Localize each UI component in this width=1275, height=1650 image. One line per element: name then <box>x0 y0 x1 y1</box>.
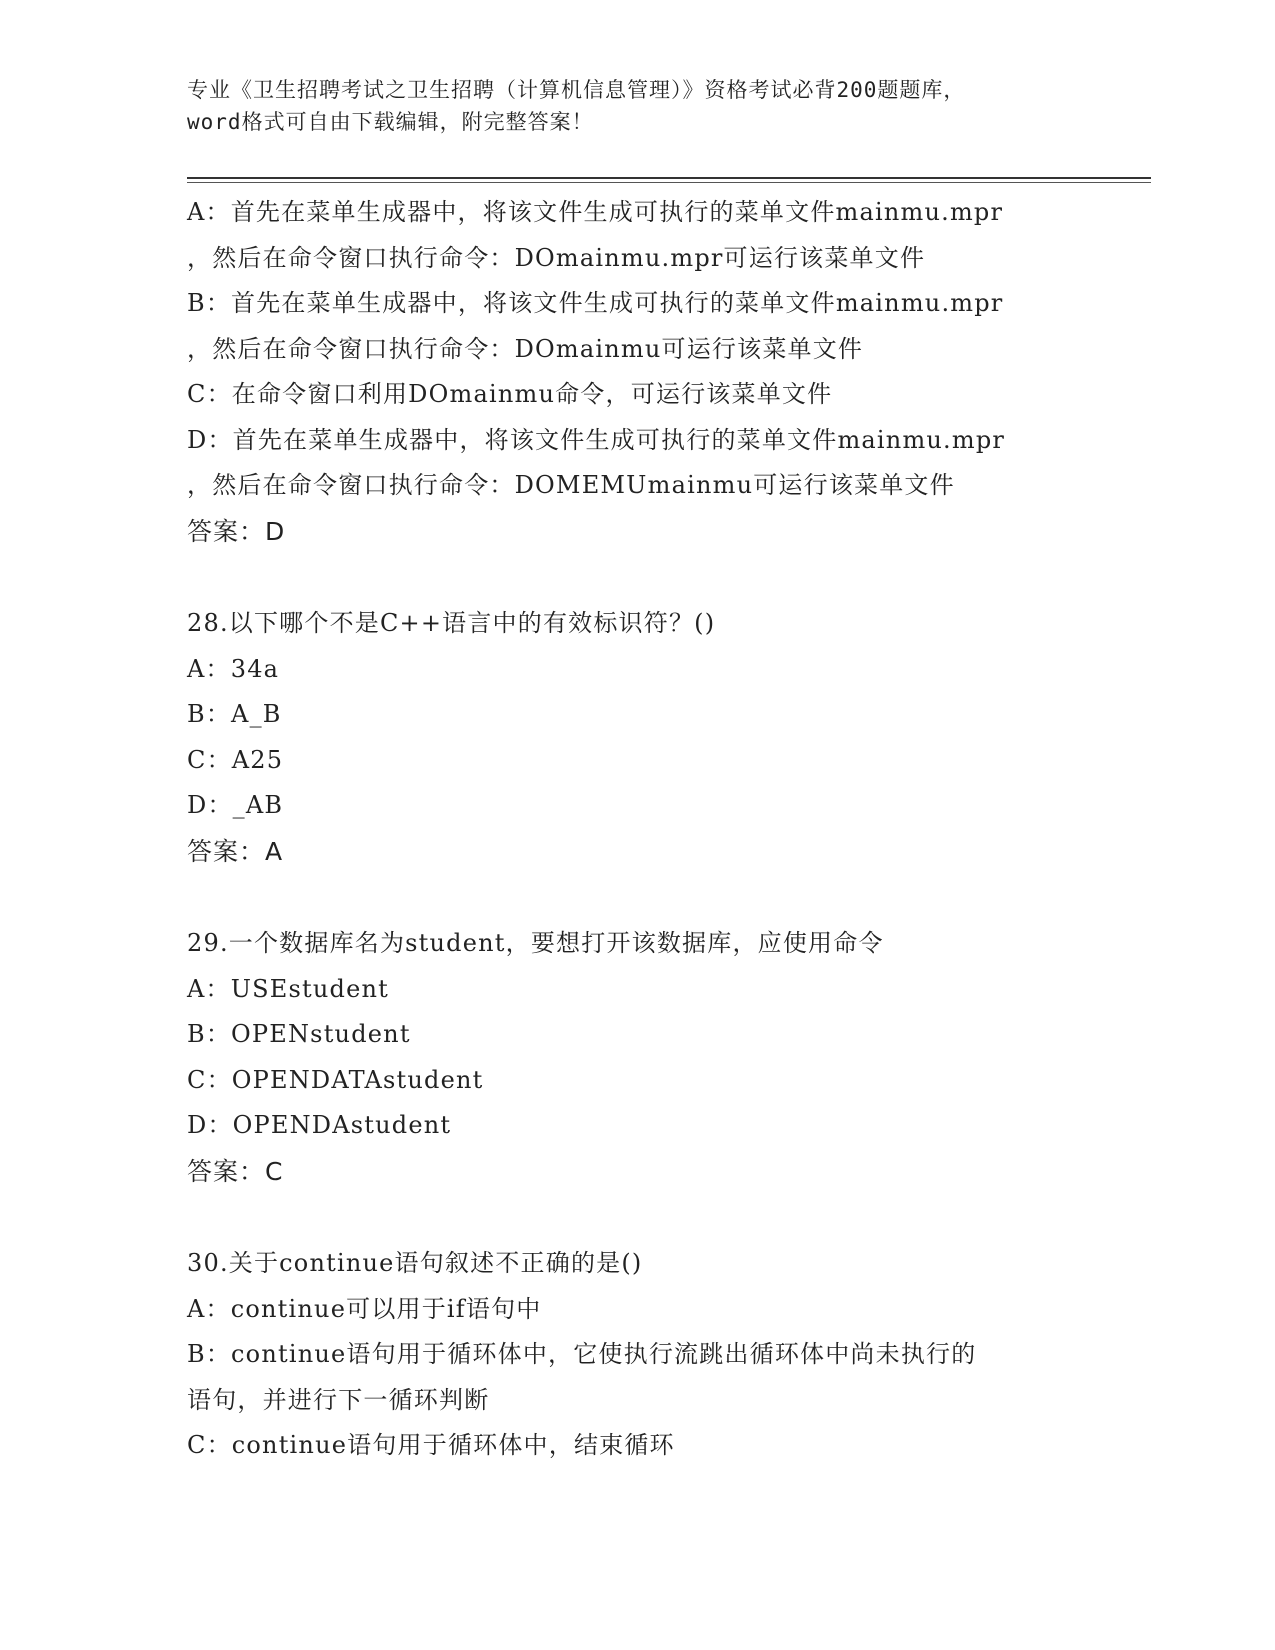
spacer <box>187 874 1087 921</box>
option-c: C：OPENDATAstudent <box>187 1065 484 1094</box>
document-body <box>187 190 1087 1469</box>
option-c: C：continue语句用于循环体中，结束循环 <box>187 1431 675 1459</box>
header-divider-thick <box>187 177 1151 179</box>
option-b: B：OPENstudent <box>187 1020 411 1048</box>
answer-line: 答案：D <box>187 516 286 546</box>
option-b-line-1: B：首先在菜单生成器中，将该文件生成可执行的菜单文件mainmu.mpr <box>187 289 1004 317</box>
question-30-block <box>187 1241 1087 1469</box>
answer-line: 答案：C <box>187 1156 284 1186</box>
question-stem: 30.关于continue语句叙述不正确的是() <box>187 1249 643 1277</box>
header-line-1: 专业《卫生招聘考试之卫生招聘（计算机信息管理）》资格考试必背200题题库， <box>187 78 966 102</box>
question-stem: 29.一个数据库名为student，要想打开该数据库，应使用命令 <box>187 929 884 957</box>
question-stem: 28.以下哪个不是C++语言中的有效标识符？() <box>187 609 716 637</box>
option-d-line-1: D：首先在菜单生成器中，将该文件生成可执行的菜单文件mainmu.mpr <box>187 425 1006 454</box>
option-a-line-1: A：首先在菜单生成器中，将该文件生成可执行的菜单文件mainmu.mpr <box>187 198 1004 226</box>
option-d: D：OPENDAstudent <box>187 1111 452 1139</box>
spacer <box>187 1194 1087 1241</box>
option-c: C：A25 <box>187 745 284 774</box>
spacer <box>187 554 1087 601</box>
header-divider-thin <box>187 182 1151 183</box>
option-b-line-2: ，然后在命令窗口执行命令：DOmainmu可运行该菜单文件 <box>187 334 864 363</box>
option-d-line-2: ，然后在命令窗口执行命令：DOMEMUmainmu可运行该菜单文件 <box>187 471 955 499</box>
question-28-block <box>187 601 1087 874</box>
answer-line: 答案：A <box>187 836 284 866</box>
option-b: B：A_B <box>187 700 282 728</box>
option-a: A：34a <box>187 654 280 683</box>
option-b-line-1: B：continue语句用于循环体中，它使执行流跳出循环体中尚未执行的 <box>187 1340 977 1368</box>
option-d: D：_AB <box>187 791 284 819</box>
question-29-block <box>187 921 1087 1194</box>
option-a: A：continue可以用于if语句中 <box>187 1294 542 1323</box>
header-line-2: word格式可自由下载编辑，附完整答案！ <box>187 110 594 134</box>
option-b-line-2: 语句，并进行下一循环判断 <box>187 1385 490 1414</box>
option-a: A：USEstudent <box>187 974 390 1003</box>
option-a-line-2: ，然后在命令窗口执行命令：DOmainmu.mpr可运行该菜单文件 <box>187 243 926 272</box>
question-27-block <box>187 190 1087 554</box>
option-c-line-1: C：在命令窗口利用DOmainmu命令，可运行该菜单文件 <box>187 380 833 408</box>
page-header <box>187 74 1087 138</box>
